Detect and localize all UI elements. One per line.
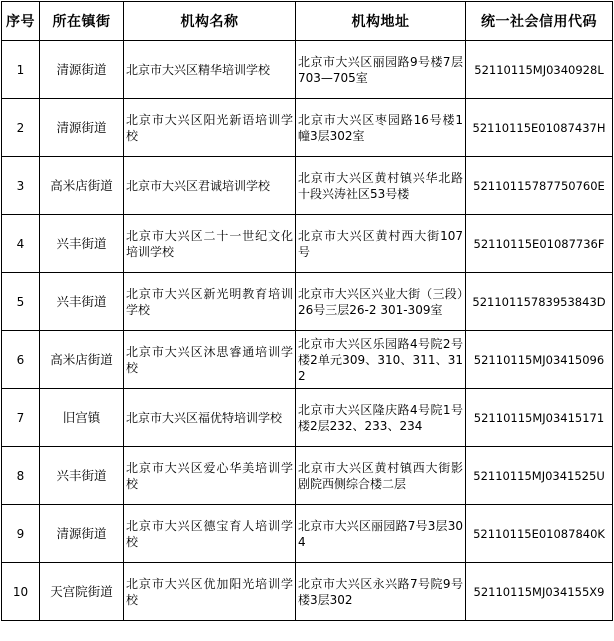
table-row [2, 447, 613, 505]
row-index: 9 [2, 505, 40, 563]
row-address: 北京市大兴区黄村西大街107号 [296, 215, 466, 273]
row-street: 清源街道 [40, 41, 124, 99]
row-credit-code: 52110115783953843D [466, 273, 613, 331]
row-index: 6 [2, 331, 40, 389]
table-row [2, 563, 613, 621]
training-schools-table [1, 1, 613, 621]
row-index: 10 [2, 563, 40, 621]
header-street: 所在镇街 [40, 2, 124, 41]
table-row [2, 157, 613, 215]
row-street: 清源街道 [40, 99, 124, 157]
row-index: 8 [2, 447, 40, 505]
row-index: 5 [2, 273, 40, 331]
row-street: 天宫院街道 [40, 563, 124, 621]
row-street: 兴丰街道 [40, 215, 124, 273]
row-address: 北京市大兴区丽园路7号3层304 [296, 505, 466, 563]
table-row [2, 99, 613, 157]
row-index: 4 [2, 215, 40, 273]
row-address: 北京市大兴区丽园路9号楼7层703—705室 [296, 41, 466, 99]
row-street: 清源街道 [40, 505, 124, 563]
row-street: 高米店街道 [40, 157, 124, 215]
row-school-name: 北京市大兴区阳光新语培训学校 [124, 99, 296, 157]
row-index: 2 [2, 99, 40, 157]
table-row [2, 41, 613, 99]
row-address: 北京市大兴区乐园路4号院2号楼2单元309、310、311、312 [296, 331, 466, 389]
row-credit-code: 52110115E01087736F [466, 215, 613, 273]
row-school-name: 北京市大兴区爱心华美培训学校 [124, 447, 296, 505]
table-row [2, 215, 613, 273]
row-credit-code: 52110115MJ034155X9 [466, 563, 613, 621]
row-address: 北京市大兴区黄村镇西大街影剧院西侧综合楼二层 [296, 447, 466, 505]
row-index: 1 [2, 41, 40, 99]
table-row [2, 331, 613, 389]
header-row [2, 2, 613, 41]
row-credit-code: 52110115MJ0340928L [466, 41, 613, 99]
row-school-name: 北京市大兴区君诚培训学校 [124, 157, 296, 215]
header-address: 机构地址 [296, 2, 466, 41]
row-credit-code: 52110115E01087840K [466, 505, 613, 563]
row-address: 北京市大兴区枣园路16号楼1幢3层302室 [296, 99, 466, 157]
header-name: 机构名称 [124, 2, 296, 41]
row-street: 兴丰街道 [40, 447, 124, 505]
row-school-name: 北京市大兴区沐思睿通培训学校 [124, 331, 296, 389]
row-credit-code: 52110115MJ03415171 [466, 389, 613, 447]
row-school-name: 北京市大兴区优加阳光培训学校 [124, 563, 296, 621]
row-credit-code: 52110115MJ0341525U [466, 447, 613, 505]
row-school-name: 北京市大兴区精华培训学校 [124, 41, 296, 99]
table-row [2, 389, 613, 447]
row-credit-code: 52110115E01087437H [466, 99, 613, 157]
row-address: 北京市大兴区黄村镇兴华北路十段兴涛社区53号楼 [296, 157, 466, 215]
row-school-name: 北京市大兴区二十一世纪文化培训学校 [124, 215, 296, 273]
table-row [2, 273, 613, 331]
row-school-name: 北京市大兴区新光明教育培训学校 [124, 273, 296, 331]
header-index: 序号 [2, 2, 40, 41]
row-address: 北京市大兴区永兴路7号院9号楼3层302 [296, 563, 466, 621]
row-address: 北京市大兴区隆庆路4号院1号楼2层232、233、234 [296, 389, 466, 447]
table-row [2, 505, 613, 563]
row-school-name: 北京市大兴区德宝育人培训学校 [124, 505, 296, 563]
row-street: 兴丰街道 [40, 273, 124, 331]
row-credit-code: 52110115787750760E [466, 157, 613, 215]
row-index: 7 [2, 389, 40, 447]
row-street: 旧宫镇 [40, 389, 124, 447]
row-street: 高米店街道 [40, 331, 124, 389]
row-index: 3 [2, 157, 40, 215]
row-school-name: 北京市大兴区福优特培训学校 [124, 389, 296, 447]
row-address: 北京市大兴区兴业大街（三段）26号三层26-2 301-309室 [296, 273, 466, 331]
row-credit-code: 52110115MJ03415096 [466, 331, 613, 389]
header-code: 统一社会信用代码 [466, 2, 613, 41]
